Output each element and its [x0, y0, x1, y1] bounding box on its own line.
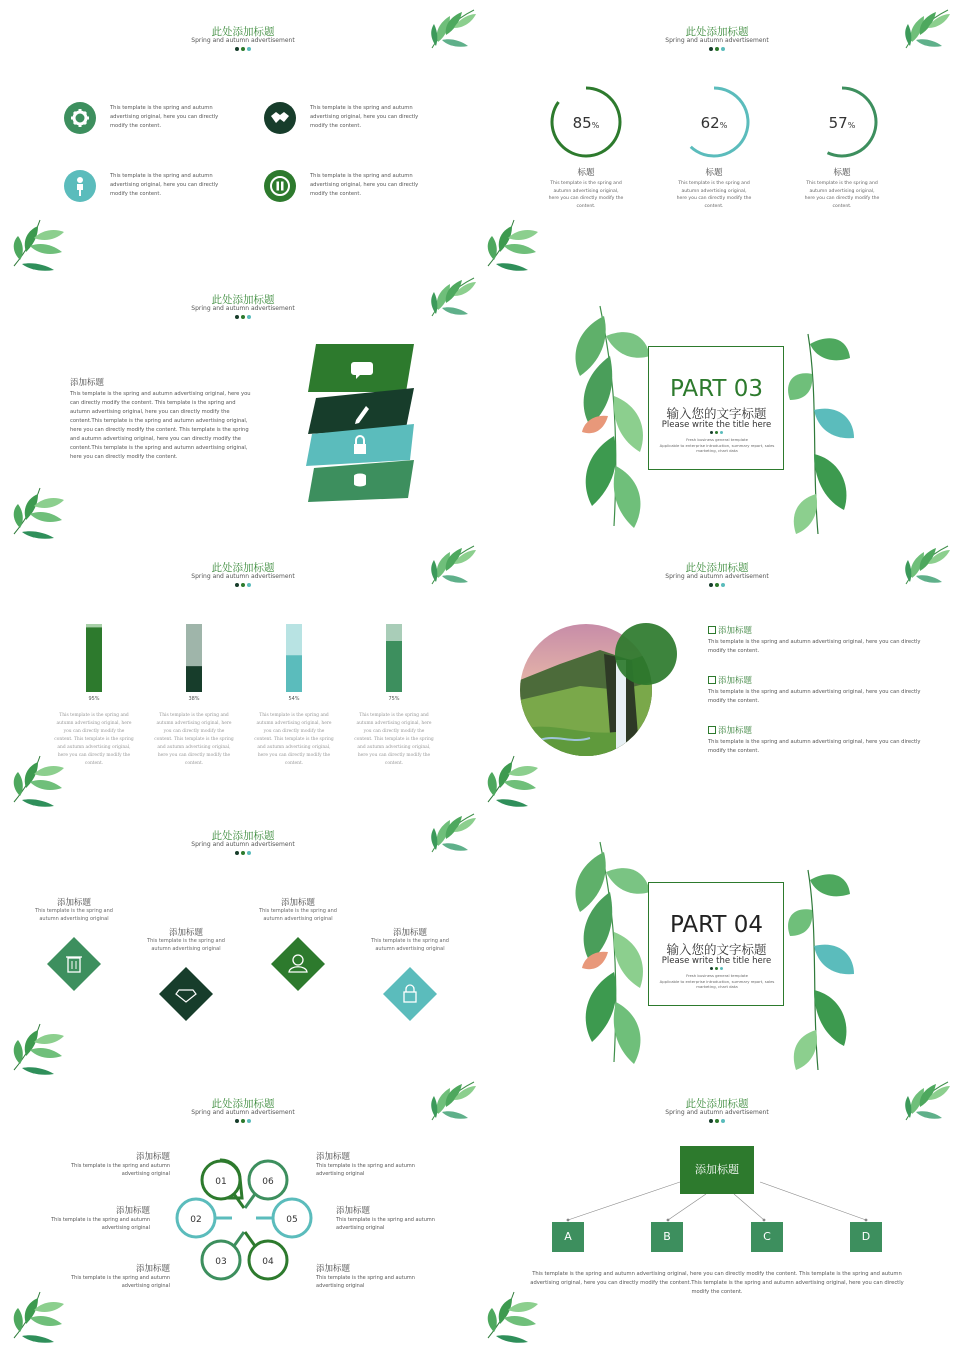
ring-text: This template is the spring and autumn advertising original, here you can directly modify the content.	[676, 181, 752, 209]
slide-layers	[6, 274, 480, 540]
tree-node: A	[552, 1222, 584, 1252]
bar	[86, 627, 102, 692]
feature-text: This template is the spring and autumn advertising original, here you can directly modify the content.	[310, 173, 419, 197]
slide-tree	[480, 1078, 954, 1344]
tree-node: C	[751, 1222, 783, 1252]
slide-subtitle: Spring and autumn advertisement	[665, 1109, 769, 1116]
bar	[186, 666, 202, 692]
slide-title: 此处添加标题	[685, 26, 749, 38]
part-number: PART 04	[669, 912, 764, 938]
bar	[386, 641, 402, 692]
feature-text: This template is the spring and autumn advertising original, here you can directly modify the content.	[110, 105, 219, 129]
section-body: This template is the spring and autumn advertising original, here you can directly modify the content. This template is the spring and autumn advertising original, here you can directly modify the content.This template is the spring and autumn advertising original, here you can directly modify the content. This template is the spring and autumn advertising original, here you can directly modify the content.This template is the spring and autumn advertising original, here you can directly modify the content.	[70, 391, 251, 460]
waterfall-photo	[520, 620, 680, 760]
bar-text: This template is the spring and autumn advertising original, here you can directly modify the content. This template is the spring and autumn advertising original, here you can directly modify the content.	[154, 713, 234, 766]
petal-caption-left: 添加标题 This template is the spring and autumn advertising original	[71, 1152, 170, 1177]
bar-text: This template is the spring and autumn advertising original, here you can directly modify the content. This template is the spring and autumn advertising original, here you can directly modify the content.	[354, 713, 434, 766]
diamond-row	[6, 810, 480, 1076]
petal-caption-right: 添加标题 This template is the spring and autumn advertising original	[316, 1152, 415, 1177]
leaf-decoration	[902, 544, 952, 588]
part-note: Fresh business general template Applicable to enterprise introduction, summary report, sales marketing, chart data	[659, 437, 775, 453]
checkbox-icon	[708, 726, 716, 734]
tree-body: This template is the spring and autumn advertising original, here you can directly modify the content. This template is the spring and autumn advertising original, here you can directly modify the content.This template is the spring and autumn advertising original, here you can directly modify the content.	[530, 1271, 904, 1295]
slide-petals	[6, 1078, 480, 1344]
leaf-decoration	[428, 8, 478, 52]
trash-icon	[47, 937, 101, 991]
tree-node: D	[850, 1222, 882, 1252]
pause-icon	[264, 170, 296, 202]
slide-title: 此处添加标题	[211, 294, 275, 306]
ring-value: 57%	[828, 114, 856, 132]
petal-flower	[166, 1150, 326, 1300]
leaf-decoration	[10, 216, 68, 272]
checkbox-icon	[708, 626, 716, 634]
lock-icon	[354, 444, 366, 454]
handshake-icon	[264, 102, 296, 134]
bar-text: This template is the spring and autumn advertising original, here you can directly modify the content. This template is the spring and autumn advertising original, here you can directly modify the content.	[54, 713, 134, 766]
part-title-cn: 输入您的文字标题	[666, 942, 767, 957]
slide-part-04	[480, 810, 954, 1076]
item-text: This template is the spring and autumn advertising original, here you can directly modify the content.	[708, 689, 921, 704]
bar-label: 75%	[388, 696, 400, 702]
ring-label: 标题	[705, 168, 723, 178]
leaf-decoration	[428, 1080, 478, 1124]
person-icon	[64, 170, 96, 202]
petal-caption-left: 添加标题 This template is the spring and autumn advertising original	[51, 1206, 150, 1231]
slide-subtitle: Spring and autumn advertisement	[665, 573, 769, 580]
item-heading: 添加标题	[718, 676, 753, 686]
petal-number: 01	[215, 1177, 227, 1187]
leaf-decoration	[788, 314, 858, 540]
tree-node: B	[651, 1222, 683, 1252]
part-title-cn: 输入您的文字标题	[666, 406, 767, 421]
leaf-decoration	[788, 850, 858, 1076]
slide-bars	[6, 542, 480, 808]
diamond-caption: 添加标题 This template is the spring and autumn advertising original	[371, 928, 449, 952]
leaf-decoration	[10, 484, 68, 540]
part-number: PART 03	[669, 376, 764, 402]
item-text: This template is the spring and autumn advertising original, here you can directly modify the content.	[708, 739, 921, 754]
ring-label: 标题	[833, 168, 851, 178]
feature-text: This template is the spring and autumn advertising original, here you can directly modify the content.	[310, 105, 419, 129]
petal-caption-left: 添加标题 This template is the spring and autumn advertising original	[71, 1264, 170, 1289]
slide-subtitle: Spring and autumn advertisement	[191, 1109, 295, 1116]
petal-caption-right: 添加标题 This template is the spring and autumn advertising original	[336, 1206, 435, 1231]
title-dots	[6, 47, 480, 51]
ring-value: 85%	[572, 114, 600, 132]
petal-caption-right: 添加标题 This template is the spring and autumn advertising original	[316, 1264, 415, 1289]
part-title-en: Please write the title here	[661, 420, 772, 430]
diamond-caption: 添加标题 This template is the spring and autumn advertising original	[147, 928, 225, 952]
petal-number: 02	[190, 1215, 202, 1225]
lock-icon	[383, 967, 437, 1021]
petal-number: 04	[262, 1257, 274, 1267]
ring-text: This template is the spring and autumn advertising original, here you can directly modify the content.	[804, 181, 880, 209]
slide-subtitle: Spring and autumn advertisement	[191, 841, 295, 848]
feature-text: This template is the spring and autumn advertising original, here you can directly modify the content.	[110, 173, 219, 197]
title-dots	[648, 967, 785, 970]
title-dots	[6, 315, 480, 319]
leaf-decoration	[484, 752, 542, 808]
slide-subtitle: Spring and autumn advertisement	[191, 37, 295, 44]
ring-label: 标题	[577, 168, 595, 178]
title-dots	[480, 583, 954, 587]
tree-root: 添加标题	[680, 1146, 754, 1194]
ring-value: 62%	[700, 114, 728, 132]
bar	[286, 655, 302, 692]
slide-title: 此处添加标题	[211, 562, 275, 574]
user-icon	[271, 937, 325, 991]
bar-label: 38%	[188, 696, 200, 702]
slide-title: 此处添加标题	[211, 1098, 275, 1110]
diamond-icon	[159, 967, 213, 1021]
item-heading: 添加标题	[718, 726, 753, 736]
section-heading: 添加标题	[70, 378, 105, 388]
ring-text: This template is the spring and autumn advertising original, here you can directly modify the content.	[548, 181, 624, 209]
petal-number: 05	[286, 1215, 298, 1225]
leaf-decoration	[10, 1288, 68, 1344]
checkbox-icon	[708, 676, 716, 684]
petal-number: 06	[262, 1177, 274, 1187]
slide-features	[6, 6, 480, 272]
slide-subtitle: Spring and autumn advertisement	[191, 305, 295, 312]
slide-title: 此处添加标题	[685, 1098, 749, 1110]
petal-number: 03	[215, 1257, 227, 1267]
leaf-decoration	[570, 832, 660, 1072]
title-dots	[648, 431, 785, 434]
slide-photo-list	[480, 542, 954, 808]
slide-part-03	[480, 274, 954, 540]
diamond-caption: 添加标题 This template is the spring and autumn advertising original	[259, 898, 337, 922]
diamond-caption: 添加标题 This template is the spring and autumn advertising original	[35, 898, 113, 922]
leaf-decoration	[570, 296, 660, 536]
item-text: This template is the spring and autumn advertising original, here you can directly modify the content.	[708, 639, 921, 654]
rings-chart	[480, 6, 954, 272]
item-heading: 添加标题	[718, 626, 753, 636]
title-dots	[6, 1119, 480, 1123]
tree-connectors	[480, 1078, 954, 1344]
slide-title: 此处添加标题	[211, 830, 275, 842]
bar-label: 54%	[288, 696, 300, 702]
bar-label: 95%	[88, 696, 100, 702]
slide-subtitle: Spring and autumn advertisement	[665, 37, 769, 44]
slide-diamonds	[6, 810, 480, 1076]
slide-title: 此处添加标题	[685, 562, 749, 574]
leaf-decoration	[428, 276, 478, 320]
bar-text: This template is the spring and autumn advertising original, here you can directly modify the content. This template is the spring and autumn advertising original, here you can directly modify the content.	[254, 713, 334, 766]
slide-title: 此处添加标题	[211, 26, 275, 38]
bar-chart	[6, 542, 480, 808]
part-title-en: Please write the title here	[661, 956, 772, 966]
part-note: Fresh business general template Applicable to enterprise introduction, summary report, sales marketing, chart data	[659, 973, 775, 989]
layer-stack	[302, 344, 422, 504]
gear-icon	[64, 102, 96, 134]
slide-rings	[480, 6, 954, 272]
slide-subtitle: Spring and autumn advertisement	[191, 573, 295, 580]
